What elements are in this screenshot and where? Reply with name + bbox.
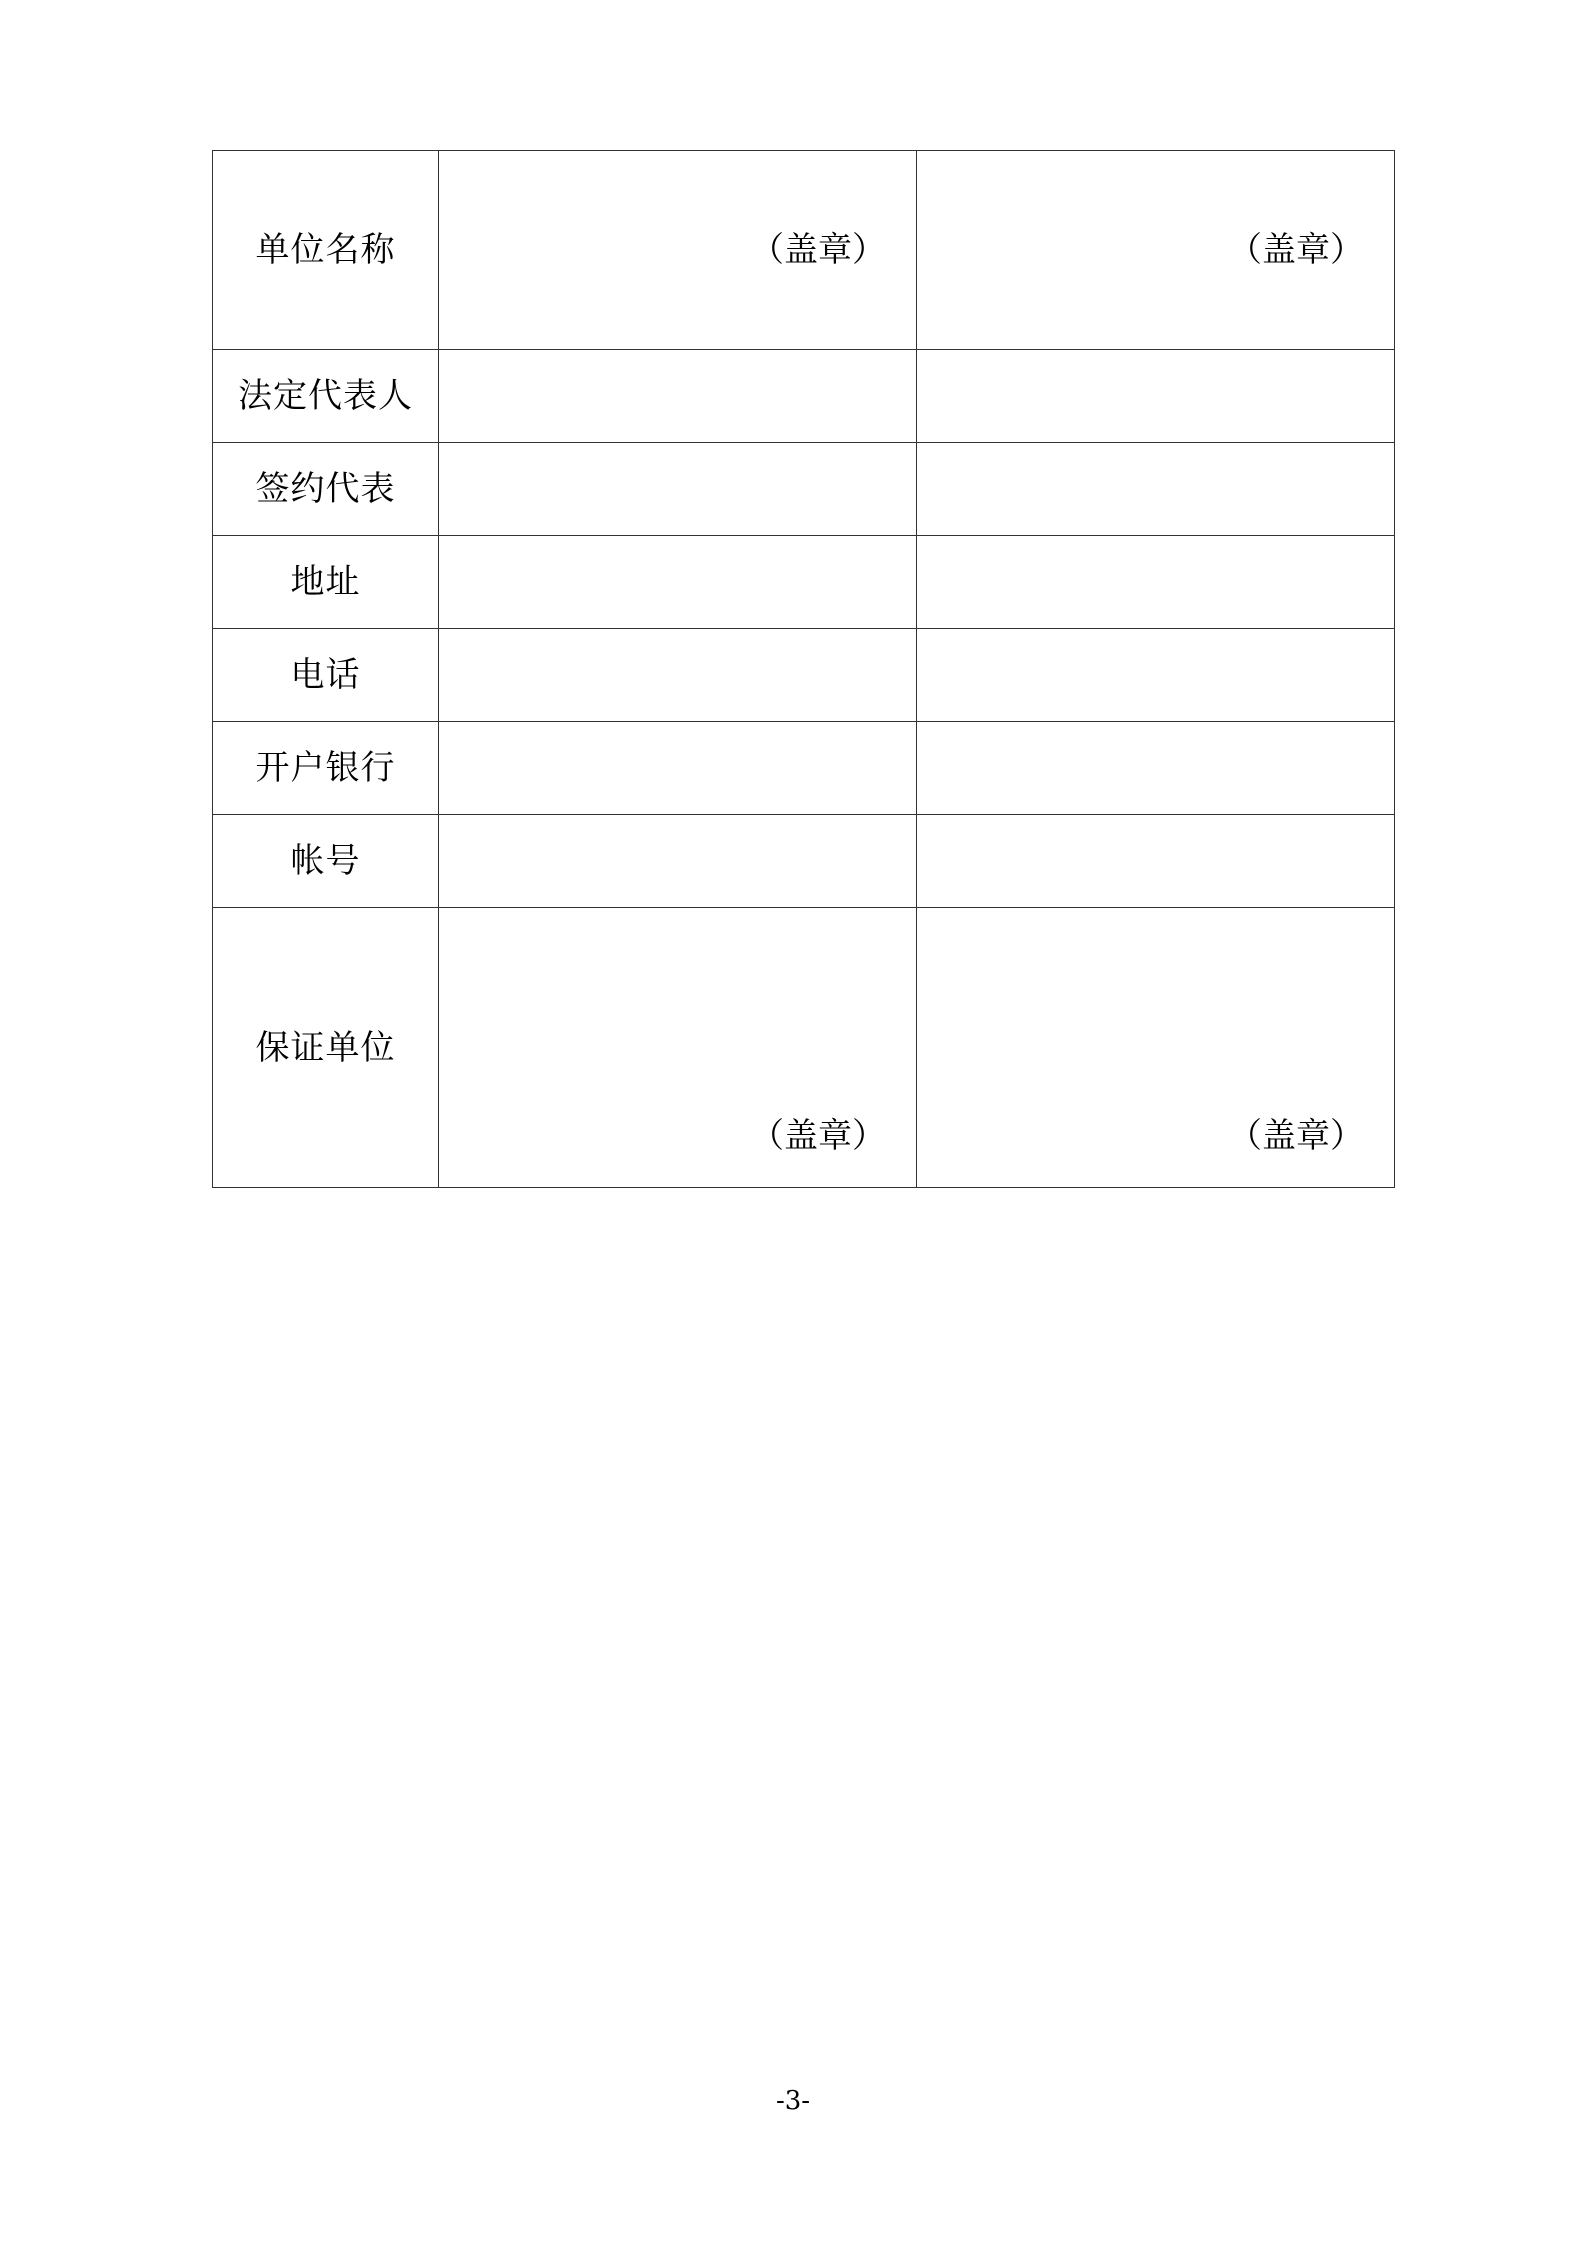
label-guarantor: 保证单位 [213, 908, 439, 1188]
party-a-address-cell [439, 536, 917, 629]
label-legal-representative: 法定代表人 [213, 350, 439, 443]
table-row-phone [213, 629, 1395, 722]
table-row-signing-representative [213, 443, 1395, 536]
page-number: -3- [775, 2086, 811, 2116]
label-phone: 电话 [213, 629, 439, 722]
table-row-unit-name [213, 151, 1395, 350]
party-b-address-cell [917, 536, 1395, 629]
party-a-legal-representative-cell [439, 350, 917, 443]
party-a-bank-cell [439, 722, 917, 815]
party-b-legal-representative-cell [917, 350, 1395, 443]
table-row-legal-representative [213, 350, 1395, 443]
party-a-signing-representative-cell [439, 443, 917, 536]
label-account: 帐号 [213, 815, 439, 908]
party-a-account-cell [439, 815, 917, 908]
table-row-bank [213, 722, 1395, 815]
table-row-address [213, 536, 1395, 629]
party-b-bank-cell [917, 722, 1395, 815]
table-row-account [213, 815, 1395, 908]
table-row-guarantor [213, 908, 1395, 1188]
contract-party-table [212, 150, 1395, 1188]
party-b-unit-name-seal: （盖章） [917, 151, 1395, 350]
party-a-unit-name-seal: （盖章） [439, 151, 917, 350]
label-bank: 开户银行 [213, 722, 439, 815]
party-a-phone-cell [439, 629, 917, 722]
party-b-phone-cell [917, 629, 1395, 722]
party-b-signing-representative-cell [917, 443, 1395, 536]
party-b-guarantor-seal: （盖章） [917, 908, 1395, 1188]
label-unit-name: 单位名称 [213, 151, 439, 350]
party-b-account-cell [917, 815, 1395, 908]
label-signing-representative: 签约代表 [213, 443, 439, 536]
party-a-guarantor-seal: （盖章） [439, 908, 917, 1188]
label-address: 地址 [213, 536, 439, 629]
